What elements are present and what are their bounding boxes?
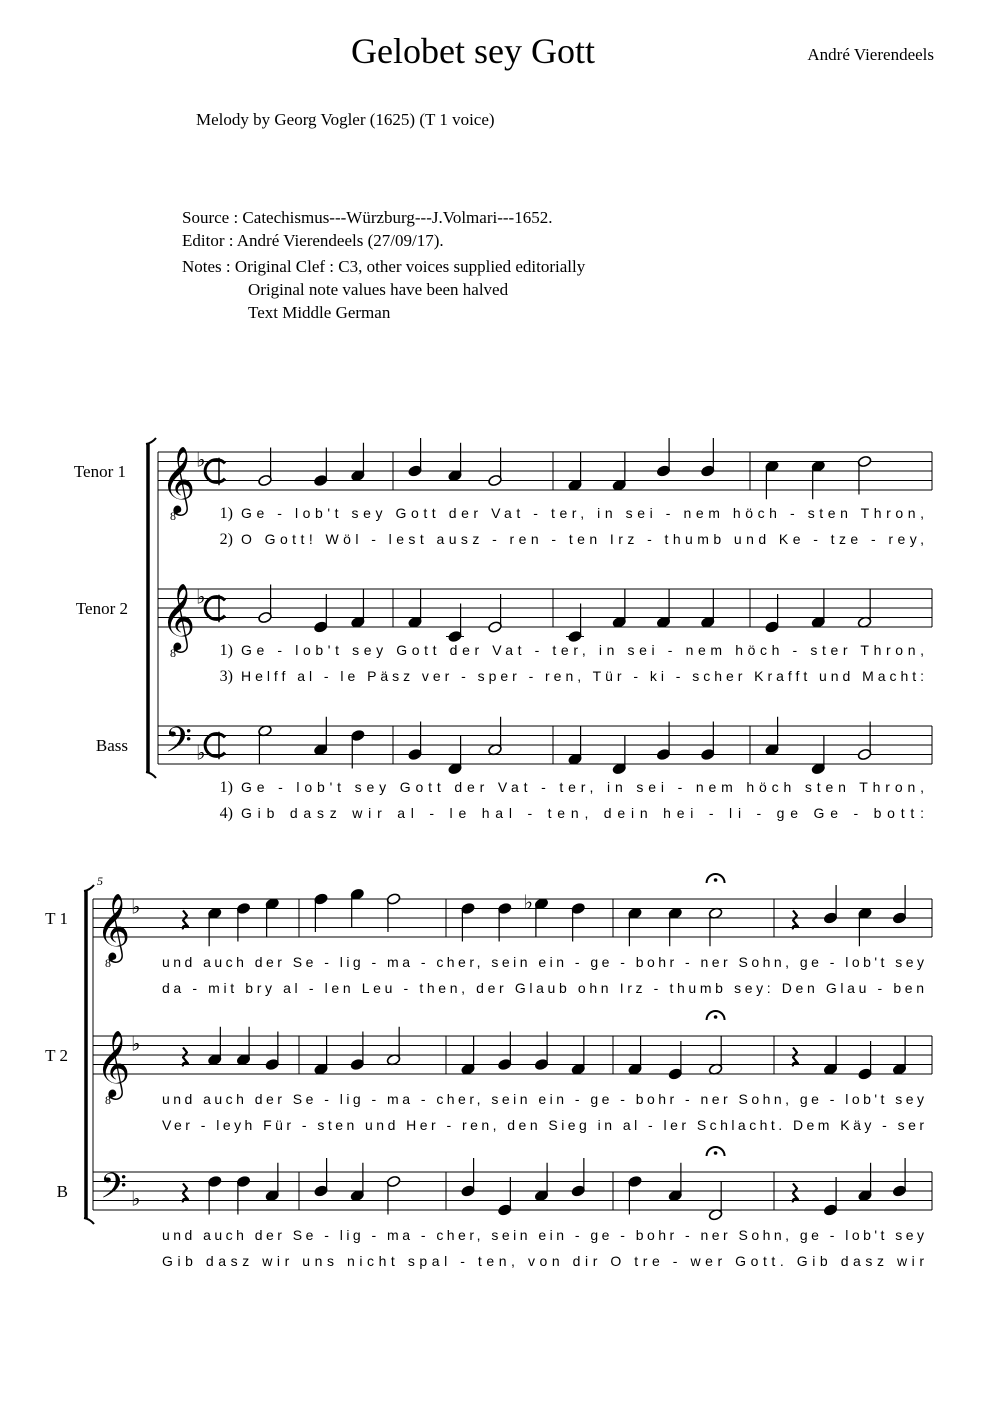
note	[258, 724, 273, 763]
bass-clef-icon: 𝄢	[165, 719, 193, 769]
note	[656, 589, 671, 628]
octave-eight: 8	[170, 646, 176, 660]
staff-label: B	[56, 1182, 68, 1201]
key-flat-icon: ♭	[196, 447, 206, 472]
note	[497, 902, 512, 941]
note	[265, 1163, 280, 1202]
bracket-hook-bottom	[146, 772, 156, 778]
note	[488, 594, 503, 633]
note	[350, 729, 365, 768]
bass-clef-icon: 𝄢	[100, 1165, 128, 1215]
notes-line: Text Middle German	[248, 303, 391, 322]
note	[534, 897, 549, 936]
note	[628, 907, 643, 946]
note	[858, 907, 873, 946]
verse-number: 1)	[219, 505, 233, 522]
note	[628, 1036, 643, 1075]
note	[700, 589, 715, 628]
staff-label: Bass	[95, 736, 128, 755]
accidental-flat-icon: ♭	[523, 889, 533, 914]
note	[448, 736, 463, 775]
note	[700, 438, 715, 477]
lyric-line: Gib dasz wir uns nicht spal - ten, von dir O tre - wer Gott. Gib dasz wir	[162, 1253, 924, 1269]
quarter-rest-icon	[793, 1047, 798, 1066]
note	[446, 604, 464, 643]
lyric-line: Ge - lob't sey Gott der Vat - ter, in sei - nem höch sten Thron,	[241, 779, 925, 795]
note	[708, 1182, 723, 1221]
key-flat-icon: ♭	[131, 1031, 141, 1056]
note	[628, 1175, 643, 1214]
lyric-line: Helff al - le Päsz ver - sper - ren, Tür - ki - scher Krafft und Macht:	[241, 668, 924, 684]
octave-eight: 8	[105, 956, 111, 970]
lyric-line: Ge - lob't sey Gott der Vat - ter, in sei - nem höch - sten Thron,	[241, 505, 925, 521]
treble-clef-icon	[161, 445, 195, 523]
note	[236, 902, 251, 941]
note	[207, 907, 222, 946]
verse-number: 4)	[219, 805, 233, 822]
quarter-rest-icon	[793, 910, 798, 929]
note	[497, 1177, 512, 1216]
note	[612, 736, 627, 775]
note	[408, 589, 423, 628]
note	[314, 1158, 329, 1197]
key-flat-icon: ♭	[196, 584, 206, 609]
note	[207, 1027, 222, 1066]
verse-number: 1)	[219, 779, 233, 796]
quarter-rest-icon	[183, 910, 188, 929]
note	[350, 589, 365, 628]
key-flat-icon: ♭	[196, 740, 206, 765]
treble-clef-icon	[96, 892, 130, 970]
lyric-line: O Gott! Wöl - lest ausz - ren - ten Irz - thumb und Ke - tze - rey,	[241, 531, 924, 547]
note	[892, 885, 907, 924]
note	[461, 1036, 476, 1075]
lyric-line: Gib dasz wir al - le hal - ten, dein hei - li - ge Ge - bott:	[241, 805, 924, 821]
note	[408, 438, 423, 477]
octave-eight: 8	[170, 509, 176, 523]
quarter-rest-icon	[183, 1183, 188, 1202]
note	[571, 902, 586, 941]
note	[700, 722, 715, 761]
note	[265, 897, 280, 936]
lyric-line: und auch der Se - lig - ma - cher, sein ein - ge - bohr - ner Sohn, ge - lob't sey	[162, 1091, 924, 1107]
fermata-dot	[714, 878, 718, 882]
note	[314, 893, 329, 932]
note	[765, 460, 780, 499]
note	[488, 448, 503, 487]
note	[408, 722, 423, 761]
note	[497, 1032, 512, 1071]
bracket-hook-bottom	[84, 1218, 94, 1224]
verse-number: 2)	[219, 531, 233, 548]
notes-line: Notes : Original Clef : C3, other voices supplied editorially	[182, 257, 586, 276]
note	[656, 438, 671, 477]
note	[571, 1036, 586, 1075]
note	[568, 726, 583, 765]
note	[571, 1158, 586, 1197]
measure-number: 5	[97, 874, 103, 888]
staff-label: Tenor 2	[75, 599, 128, 618]
note	[386, 1175, 401, 1214]
note	[668, 907, 683, 946]
note	[350, 1163, 365, 1202]
subtitle: Melody by Georg Vogler (1625) (T 1 voice)	[196, 110, 495, 129]
note	[265, 1032, 280, 1071]
note	[858, 1041, 873, 1080]
lyric-line: und auch der Se - lig - ma - cher, sein ein - ge - bohr - ner Sohn, ge - lob't sey	[162, 954, 924, 970]
note	[668, 1041, 683, 1080]
lyric-line: da - mit bry al - len Leu - then, der Glaub ohn Irz - thumb sey: Den Glau - ben	[162, 980, 924, 996]
note	[534, 1032, 549, 1071]
note	[668, 1163, 683, 1202]
quarter-rest-icon	[183, 1047, 188, 1066]
lyric-line: und auch der Se - lig - ma - cher, sein ein - ge - bohr - ner Sohn, ge - lob't sey	[162, 1227, 924, 1243]
note	[236, 1175, 251, 1214]
treble-clef-glyph: 𝄞	[161, 445, 196, 513]
note	[534, 1163, 549, 1202]
bracket-hook-top	[84, 885, 94, 891]
note	[236, 1027, 251, 1066]
source-line: Source : Catechismus---Würzburg---J.Volmari---1652.	[182, 208, 553, 227]
fermata-dot	[714, 1015, 718, 1019]
notes-line: Original note values have been halved	[248, 280, 509, 299]
note	[892, 1158, 907, 1197]
note	[461, 1158, 476, 1197]
note	[857, 722, 872, 761]
note	[857, 455, 872, 494]
treble-clef-glyph: 𝄞	[96, 1029, 131, 1097]
note	[612, 589, 627, 628]
note	[488, 717, 503, 756]
note	[350, 1032, 365, 1071]
note	[258, 448, 273, 487]
note	[350, 888, 365, 927]
note	[314, 1036, 329, 1075]
composer: André Vierendeels	[807, 45, 934, 64]
note	[207, 1175, 222, 1214]
note	[811, 589, 826, 628]
note	[612, 452, 627, 491]
note	[823, 1177, 838, 1216]
note	[765, 594, 780, 633]
note	[823, 885, 838, 924]
verse-number: 1)	[219, 642, 233, 659]
note	[448, 443, 463, 482]
note	[386, 1027, 401, 1066]
note	[708, 907, 723, 946]
key-flat-icon: ♭	[131, 894, 141, 919]
treble-clef-glyph: 𝄞	[96, 892, 131, 960]
note	[823, 1036, 838, 1075]
staff-label: Tenor 1	[73, 462, 126, 481]
note	[811, 736, 826, 775]
treble-clef-icon	[96, 1029, 130, 1107]
note	[765, 717, 780, 756]
page-title: Gelobet sey Gott	[351, 31, 595, 71]
lyric-line: Ge - lob't sey Gott der Vat - ter, in sei - nem höch - ster Thron,	[241, 642, 925, 658]
note	[313, 717, 328, 756]
note	[892, 1036, 907, 1075]
note	[386, 893, 401, 932]
note	[566, 604, 584, 643]
note	[568, 452, 583, 491]
note	[858, 1163, 873, 1202]
fermata-dot	[714, 1151, 718, 1155]
note	[258, 585, 273, 624]
verse-number: 3)	[219, 668, 233, 685]
quarter-rest-icon	[793, 1183, 798, 1202]
note	[708, 1036, 723, 1075]
note	[811, 460, 826, 499]
treble-clef-icon	[161, 582, 195, 660]
staff-label: T 1	[45, 909, 68, 928]
staff-label: T 2	[45, 1046, 68, 1065]
note	[313, 594, 328, 633]
editor-line: Editor : André Vierendeels (27/09/17).	[182, 231, 444, 250]
note	[313, 448, 328, 487]
key-flat-icon: ♭	[131, 1186, 141, 1211]
octave-eight: 8	[105, 1093, 111, 1107]
note	[656, 722, 671, 761]
note	[857, 589, 872, 628]
lyric-line: Ver - leyh Für - sten und Her - ren, den Sieg in al - ler Schlacht. Dem Käy - ser	[162, 1117, 925, 1133]
treble-clef-glyph: 𝄞	[161, 582, 196, 650]
note	[350, 443, 365, 482]
note	[461, 902, 476, 941]
bracket-hook-top	[146, 438, 156, 444]
